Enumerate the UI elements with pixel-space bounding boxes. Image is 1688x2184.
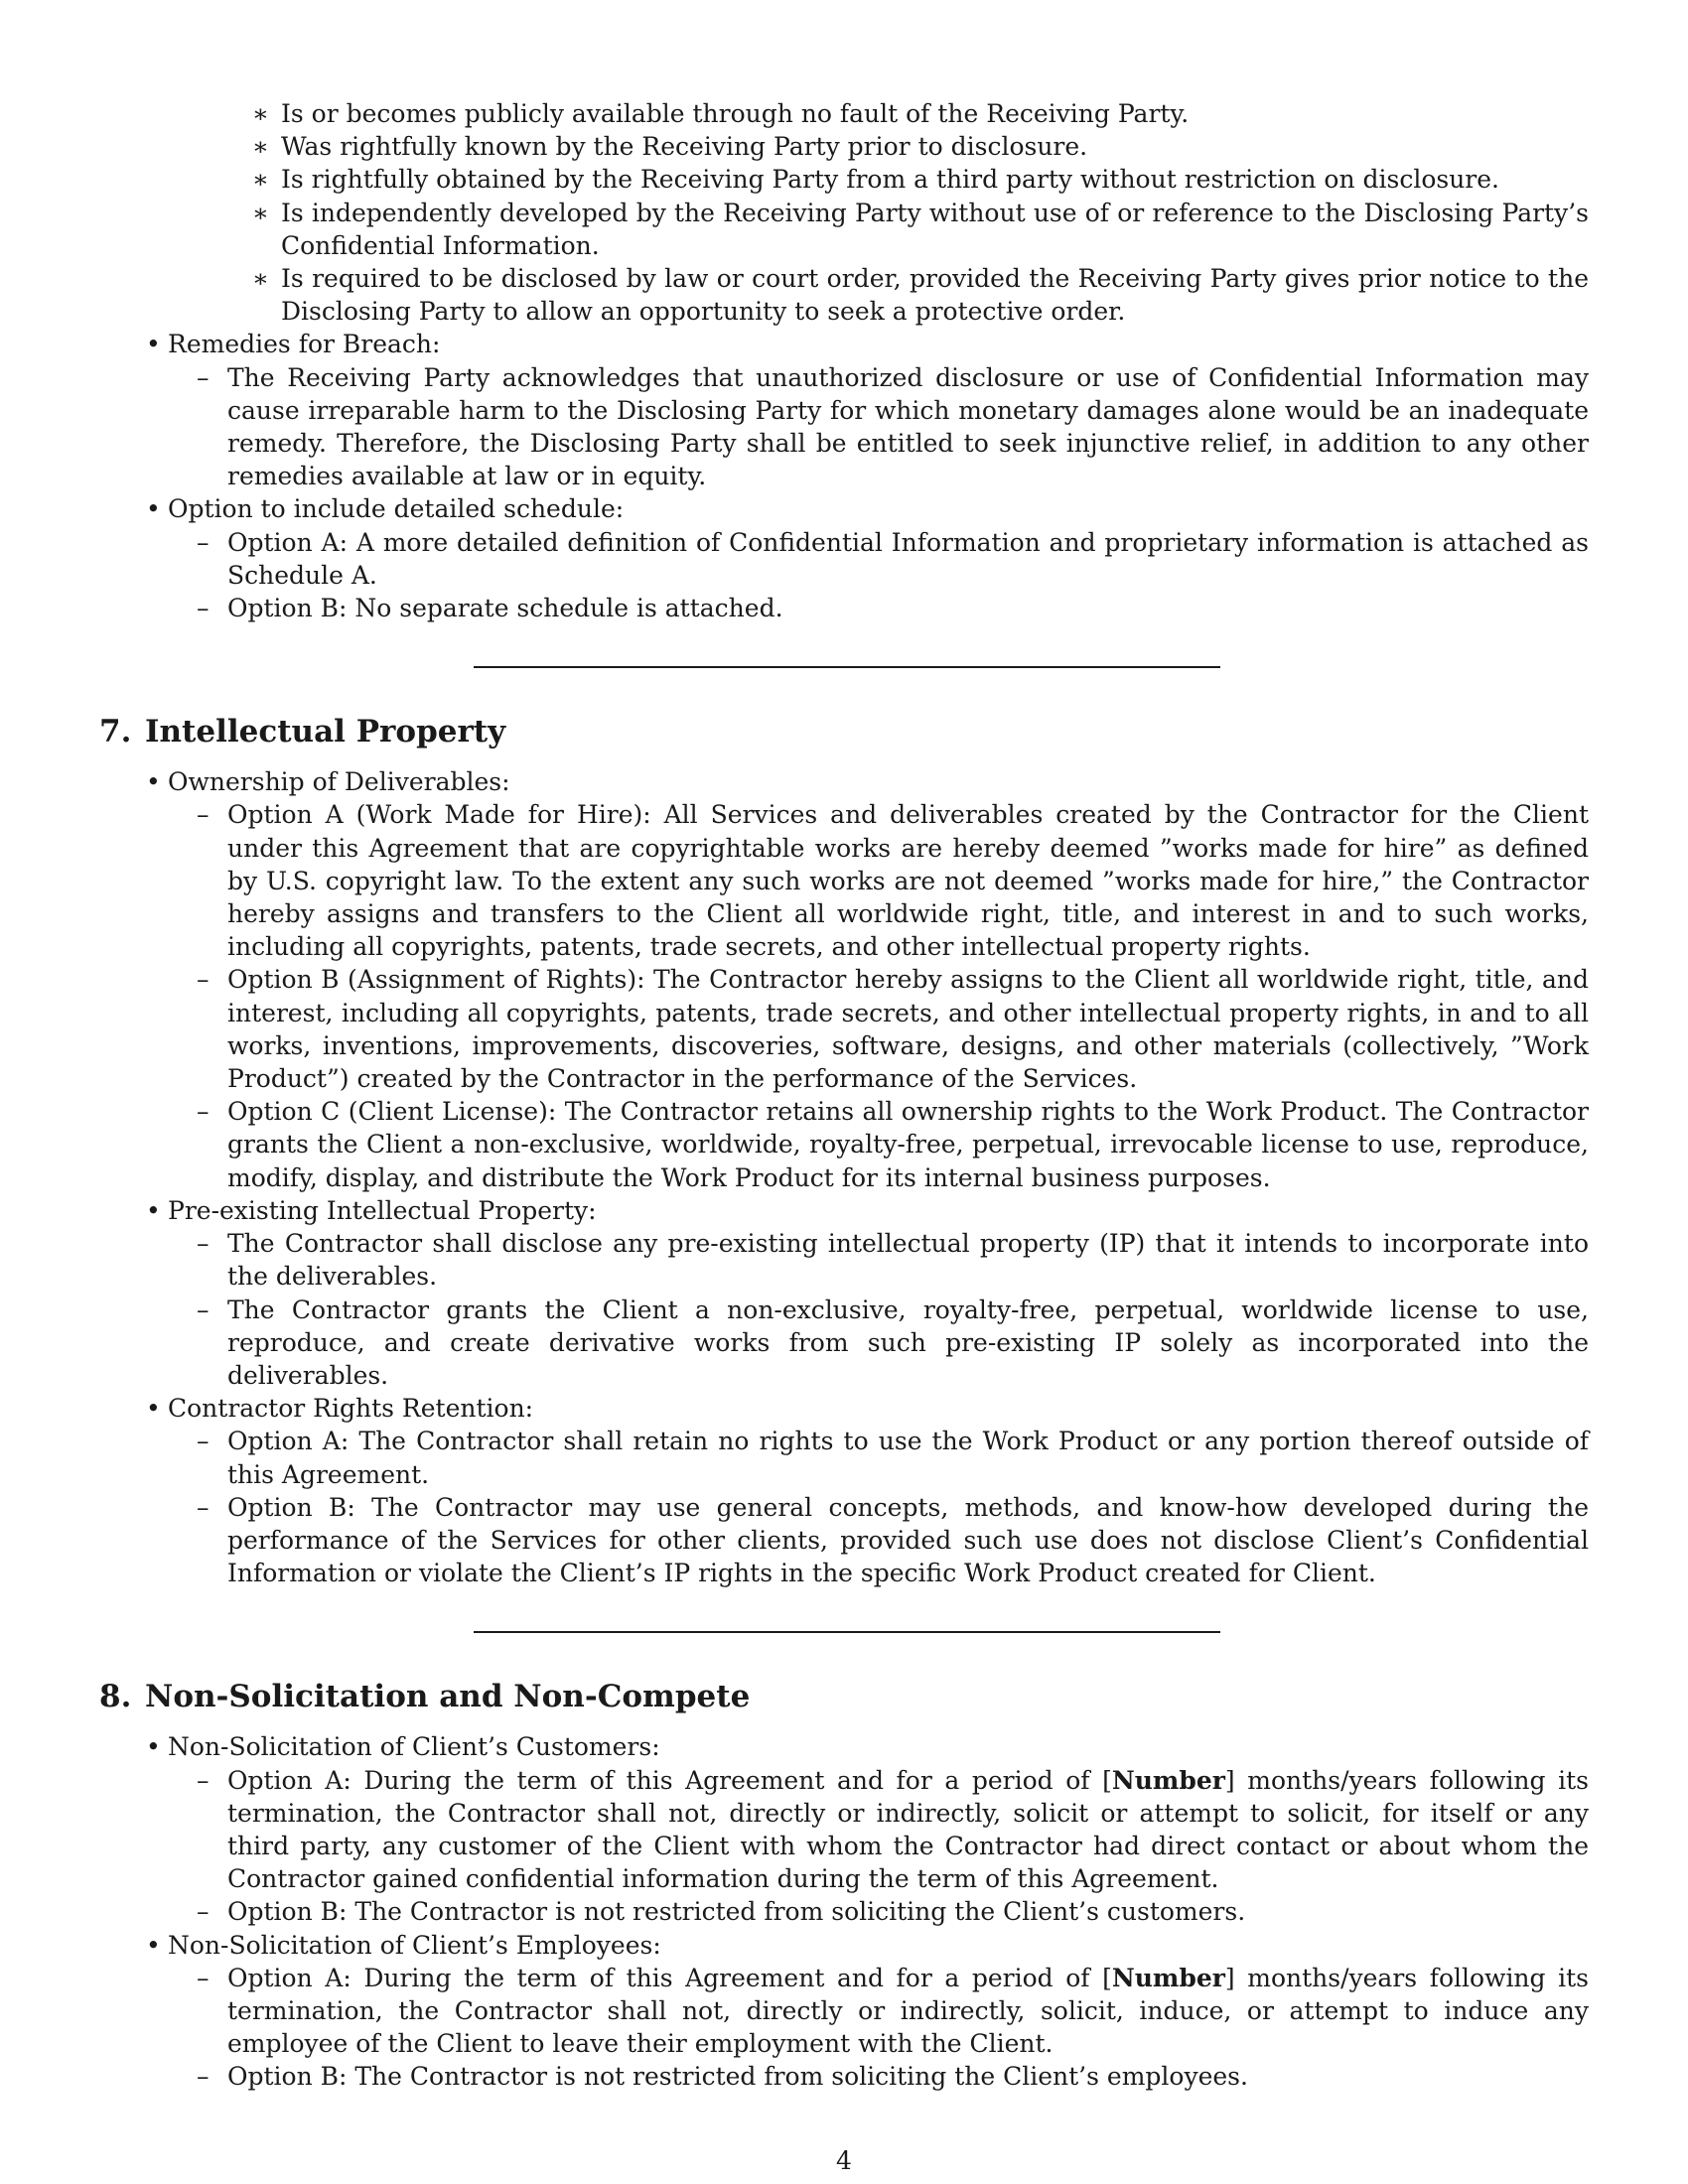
list-item: • Non-Solicitation of Client’s Employees:	[99, 1929, 1589, 1962]
list-item: – Option A (Work Made for Hire): All Services and deliverables created by the Contractor for the Client under this Agreement that are copyrightable works are hereby deemed ”works made for hire” as defined by U.S. copyright law. To the extent any such works are not deemed ”works made for hire,” the Contractor hereby assigns and transfers to the Client all worldwide right, title, and interest in and to such works, including all copyrights, patents, trade secrets, and other intellectual property rights.	[197, 800, 1589, 962]
list-item: • Contractor Rights Retention:	[99, 1392, 1589, 1425]
asterisk-icon: ∗	[252, 165, 269, 195]
asterisk-icon: ∗	[252, 132, 269, 162]
dash-icon: –	[197, 1963, 210, 1992]
dash-icon: –	[197, 965, 210, 995]
list-item: ∗ Is or becomes publicly available through no fault of the Receiving Party.	[99, 97, 1589, 130]
dash-icon: –	[197, 362, 210, 392]
bullet-icon: •	[146, 1195, 161, 1225]
list-item: ∗ Is required to be disclosed by law or court order, provided the Receiving Party gives prior notice to the Disclosing Party to allow an opportunity to seek a protective order.	[252, 264, 1589, 327]
list-item: – The Contractor shall disclose any pre-existing intellectual property (IP) that it intends to incorporate into the deliverables.	[197, 1229, 1589, 1292]
list-item: ∗ Is independently developed by the Receiving Party without use of or reference to the Disclosing Party’s Confidential Information.	[252, 198, 1589, 260]
number-placeholder: Number	[1111, 1765, 1225, 1795]
asterisk-icon: ∗	[252, 99, 269, 128]
bullet-icon: •	[146, 767, 161, 797]
section-8-heading: 8. Non-Solicitation and Non-Compete	[99, 1679, 751, 1715]
bullet-icon: •	[146, 1930, 161, 1960]
dash-icon: –	[197, 1427, 210, 1456]
number-placeholder: Number	[1111, 1963, 1225, 1992]
list-item: – Option A: The Contractor shall retain no rights to use the Work Product or any portion thereof outside of this Agreement.	[197, 1427, 1589, 1489]
list-item: – Option B: The Contractor may use general concepts, methods, and know-how developed during the performance of the Services for other clients, provided such use does not disclose Client’s Confidential Information or violate the Client’s IP rights in the specific Work Product created for Client.	[197, 1492, 1589, 1588]
section-7-list	[99, 765, 1589, 1589]
exclusions-list	[99, 97, 1589, 328]
bullet-icon: •	[146, 1732, 161, 1762]
list-item: – Option C (Client License): The Contractor retains all ownership rights to the Work Product. The Contractor grants the Client a non-exclusive, worldwide, royalty-free, perpetual, irrevocable license to use, reproduce, modify, display, and distribute the Work Product for its internal business purposes.	[197, 1097, 1589, 1192]
list-item: • Non-Solicitation of Client’s Customers:	[99, 1730, 1589, 1763]
list-item: ∗ Is rightfully obtained by the Receiving Party from a third party without restriction on disclosure.	[99, 163, 1589, 196]
list-item: – Option A: During the term of this Agreement and for a period of [Number] months/years following its termination, the Contractor shall not, directly or indirectly, solicit, induce, or attempt to induce any employee of the Client to leave their employment with the Client.	[197, 1963, 1589, 2059]
section-divider	[474, 666, 1220, 668]
section-divider	[474, 1631, 1220, 1633]
bullet-icon: •	[146, 494, 161, 524]
dash-icon: –	[197, 800, 210, 830]
remedies-list	[99, 328, 1589, 624]
list-item: – The Contractor grants the Client a non-exclusive, royalty-free, perpetual, worldwide license to use, reproduce, and create derivative works from such pre-existing IP solely as incorporated into the deliverables.	[197, 1295, 1589, 1390]
dash-icon: –	[197, 1492, 210, 1522]
dash-icon: –	[197, 527, 210, 557]
list-item: – Option B (Assignment of Rights): The Contractor hereby assigns to the Client all worldwide right, title, and interest, including all copyrights, patents, trade secrets, and other intellectual property rights, in and to all works, inventions, improvements, discoveries, software, designs, and other materials (collectively, ”Work Product”) created by the Contractor in the performance of the Services.	[197, 965, 1589, 1094]
dash-icon: –	[197, 594, 210, 623]
list-item: • Option to include detailed schedule:	[99, 492, 1589, 525]
page-number: 4	[836, 2146, 852, 2175]
section-7-heading: 7. Intellectual Property	[99, 714, 506, 751]
list-item: • Remedies for Breach:	[99, 328, 1589, 360]
dash-icon: –	[197, 1765, 210, 1795]
list-item: – Option B: No separate schedule is attached.	[99, 592, 1589, 624]
dash-icon: –	[197, 1229, 210, 1259]
bullet-icon: •	[146, 330, 161, 359]
dash-icon: –	[197, 2062, 210, 2092]
list-item: – Option A: A more detailed definition of Confidential Information and proprietary information is attached as Schedule A.	[197, 527, 1589, 590]
dash-icon: –	[197, 1897, 210, 1927]
list-item: • Ownership of Deliverables:	[99, 765, 1589, 798]
list-item: – The Receiving Party acknowledges that unauthorized disclosure or use of Confidential Information may cause irreparable harm to the Disclosing Party for which monetary damages alone would be an inadequate remedy. Therefore, the Disclosing Party shall be entitled to seek injunctive relief, in addition to any other remedies available at law or in equity.	[197, 362, 1589, 491]
list-item: ∗ Was rightfully known by the Receiving Party prior to disclosure.	[99, 130, 1589, 163]
list-item: – Option A: During the term of this Agreement and for a period of [Number] months/years following its termination, the Contractor shall not, directly or indirectly, solicit or attempt to solicit, for itself or any third party, any customer of the Client with whom the Contractor had direct contact or about whom the Contractor gained confidential information during the term of this Agreement.	[197, 1765, 1589, 1894]
asterisk-icon: ∗	[252, 264, 269, 294]
page-content	[99, 97, 1589, 2094]
section-8-list	[99, 1730, 1589, 2093]
bullet-icon: •	[146, 1394, 161, 1424]
list-item: – Option B: The Contractor is not restricted from soliciting the Client’s employees.	[99, 2060, 1589, 2093]
dash-icon: –	[197, 1097, 210, 1127]
asterisk-icon: ∗	[252, 198, 269, 227]
list-item: – Option B: The Contractor is not restricted from soliciting the Client’s customers.	[99, 1895, 1589, 1928]
dash-icon: –	[197, 1295, 210, 1324]
list-item: • Pre-existing Intellectual Property:	[99, 1194, 1589, 1227]
